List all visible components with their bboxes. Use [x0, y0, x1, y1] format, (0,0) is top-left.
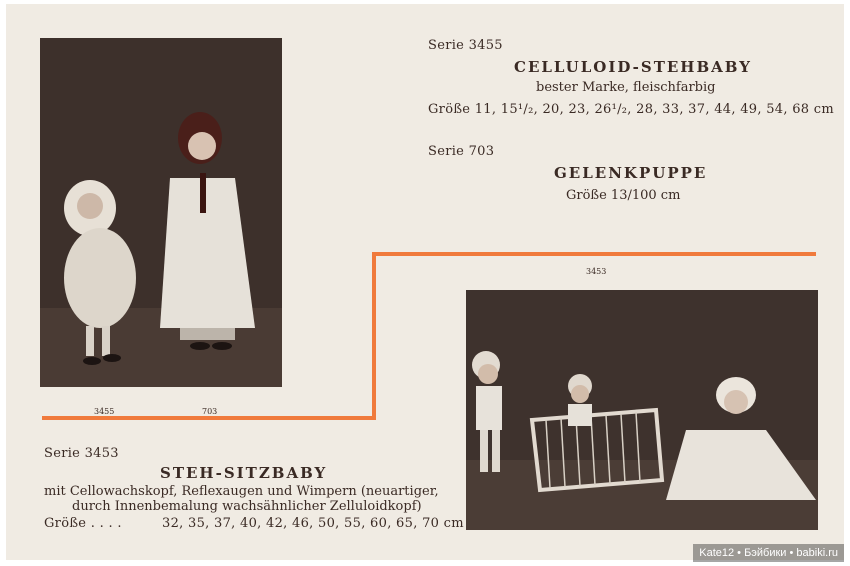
photo-label-3455: 3455 [94, 407, 115, 416]
photo-dolls-3455-703 [40, 38, 282, 387]
photo-label-3453: 3453 [586, 267, 607, 276]
title-celluloid-stehbaby: CELLULOID-STEHBABY [514, 58, 752, 76]
title-steh-sitzbaby: STEH-SITZBABY [160, 464, 328, 482]
sizes-703: Größe 13/100 cm [566, 188, 681, 203]
watermark-label: Kate12 • Бэйбики • babiki.ru [693, 544, 844, 562]
serie-3455-label: Serie 3455 [428, 38, 503, 53]
dolls-crib-image [466, 290, 818, 530]
serie-703-label: Serie 703 [428, 144, 495, 159]
dolls-standing-image [40, 38, 282, 387]
photo-label-703: 703 [202, 407, 218, 416]
sizes-label-3453: Größe . . . . [44, 516, 122, 531]
serie-3453-label: Serie 3453 [44, 446, 119, 461]
subtitle-bester-marke: bester Marke, fleischfarbig [536, 80, 716, 95]
photo-dolls-3453 [466, 290, 818, 530]
sizes-values-3453: 32, 35, 37, 40, 42, 46, 50, 55, 60, 65, 70 cm [162, 516, 464, 531]
description-line-1: mit Cellowachskopf, Reflexaugen und Wimpern (neuartiger, [44, 484, 439, 499]
description-line-2: durch Innenbemalung wachsähnlicher Zelluloidkopf) [72, 499, 422, 514]
sizes-3455: Größe 11, 15¹/₂, 20, 23, 26¹/₂, 28, 33, 37, 44, 49, 54, 68 cm [428, 102, 834, 117]
catalog-page [6, 4, 844, 560]
title-gelenkpuppe: GELENKPUPPE [554, 164, 708, 182]
